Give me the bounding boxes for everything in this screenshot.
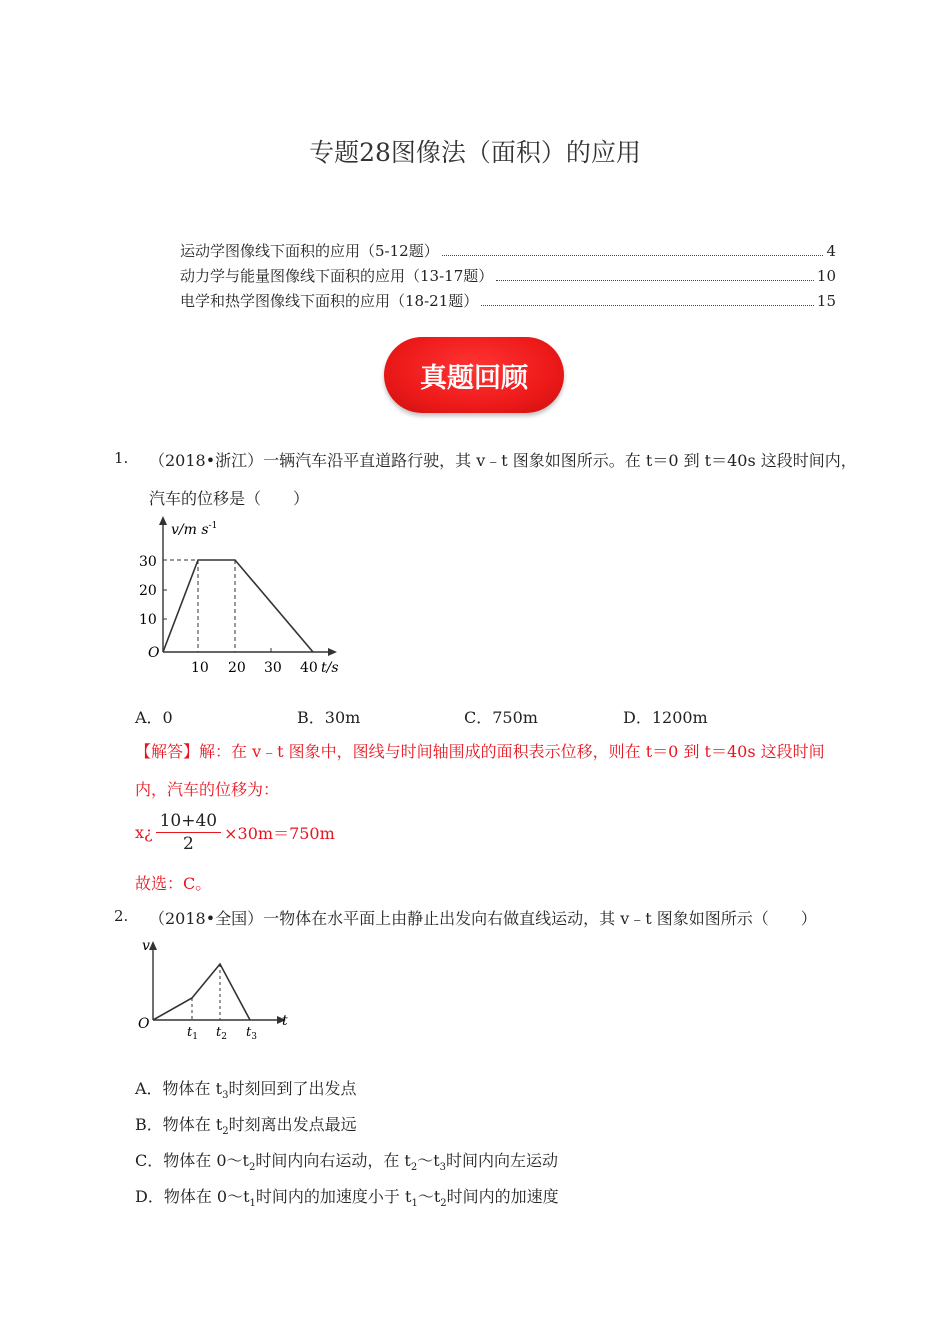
y-axis-arrow-icon <box>149 941 157 950</box>
y-axis-label: v <box>142 938 150 954</box>
t2-label: $t_2$ <box>216 1025 227 1042</box>
answer-line-1 <box>135 739 825 762</box>
fraction-numerator: 10+40 <box>156 810 222 833</box>
y-axis-arrow-icon <box>159 516 167 525</box>
question-number: 1. <box>114 449 129 467</box>
option-b[interactable]: B．物体在 $t_2$时刻离出发点最远 <box>135 1115 357 1138</box>
question-stem-cont: 汽车的位移是（ ） <box>149 489 310 508</box>
fraction-denominator: 2 <box>182 834 194 854</box>
x-tick-label: 20 <box>228 660 246 676</box>
option-a[interactable]: A．0 <box>135 708 173 727</box>
formula-suffix: ×30m＝750m <box>224 824 335 843</box>
answer-text: 解：在 v﹣t 图象中，图线与时间轴围成的面积表示位移，则在 t＝0 到 t＝40s 这段时间 <box>199 742 825 761</box>
toc-entry-3[interactable] <box>180 290 836 311</box>
x-tick-label: 40 <box>300 660 318 676</box>
y-tick-label: 20 <box>139 583 157 599</box>
toc-page: 15 <box>816 292 836 310</box>
question-stem: （2018•全国）一物体在水平面上由静止出发向右做直线运动，其 v﹣t 图象如图所示（ ） <box>149 909 817 928</box>
section-banner: 真题回顾 <box>384 337 564 413</box>
toc-leader <box>442 255 824 256</box>
toc-label: 动力学与能量图像线下面积的应用（13-17题） <box>180 267 494 285</box>
vt-graph-q2 <box>130 935 300 1045</box>
answer-tag: 【解答】 <box>135 742 200 761</box>
formula-prefix: x¿ <box>135 823 153 842</box>
origin-label: O <box>148 645 160 661</box>
vt-graph-q1 <box>125 510 355 685</box>
toc-leader <box>481 305 814 306</box>
option-d[interactable]: D．1200m <box>623 708 708 727</box>
velocity-line <box>153 964 250 1020</box>
x-tick-label: 10 <box>191 660 209 676</box>
option-c[interactable]: C．物体在 $0\sim t_2$时间内向右运动，在 $t_2\sim t_3$时间内向左运动 <box>135 1151 559 1174</box>
toc-entry-1[interactable] <box>180 240 836 261</box>
toc-label: 电学和热学图像线下面积的应用（18-21题） <box>180 292 479 310</box>
x-axis-arrow-icon <box>328 648 337 656</box>
option-d[interactable]: D．物体在 $0\sim t_1$时间内的加速度小于 $t_1\sim t_2$时间内的加速度 <box>135 1187 559 1210</box>
t3-label: $t_3$ <box>246 1025 257 1042</box>
option-b[interactable]: B．30m <box>297 708 361 727</box>
toc-page: 4 <box>826 242 836 260</box>
answer-formula <box>135 810 335 855</box>
toc-label: 运动学图像线下面积的应用（5-12题） <box>180 242 439 260</box>
origin-label: O <box>138 1016 150 1032</box>
x-axis-label: t/s <box>321 660 339 676</box>
option-a[interactable]: A．物体在 $t_3$时刻回到了出发点 <box>135 1079 357 1102</box>
x-tick-label: 30 <box>264 660 282 676</box>
answer-line-2: 内，汽车的位移为： <box>135 780 280 799</box>
toc-page: 10 <box>816 267 836 285</box>
x-axis-label: t <box>282 1013 288 1029</box>
toc-leader <box>496 280 814 281</box>
y-axis-label: v/m $s^{-1}$ <box>171 521 218 538</box>
t1-label: $t_1$ <box>187 1025 198 1042</box>
option-c[interactable]: C．750m <box>464 708 538 727</box>
formula-fraction <box>156 810 222 855</box>
y-tick-label: 10 <box>139 612 157 628</box>
velocity-line <box>163 560 313 652</box>
answer-conclusion: 故选：C。 <box>135 874 212 893</box>
toc-entry-2[interactable] <box>180 265 836 286</box>
question-stem: （2018•浙江）一辆汽车沿平直道路行驶，其 v﹣t 图象如图所示。在 t＝0 到 t＝40s 这段时间内， <box>149 451 857 470</box>
y-tick-label: 30 <box>139 554 157 570</box>
question-number: 2. <box>114 907 129 925</box>
page-title: 专题28图像法（面积）的应用 <box>309 138 641 167</box>
